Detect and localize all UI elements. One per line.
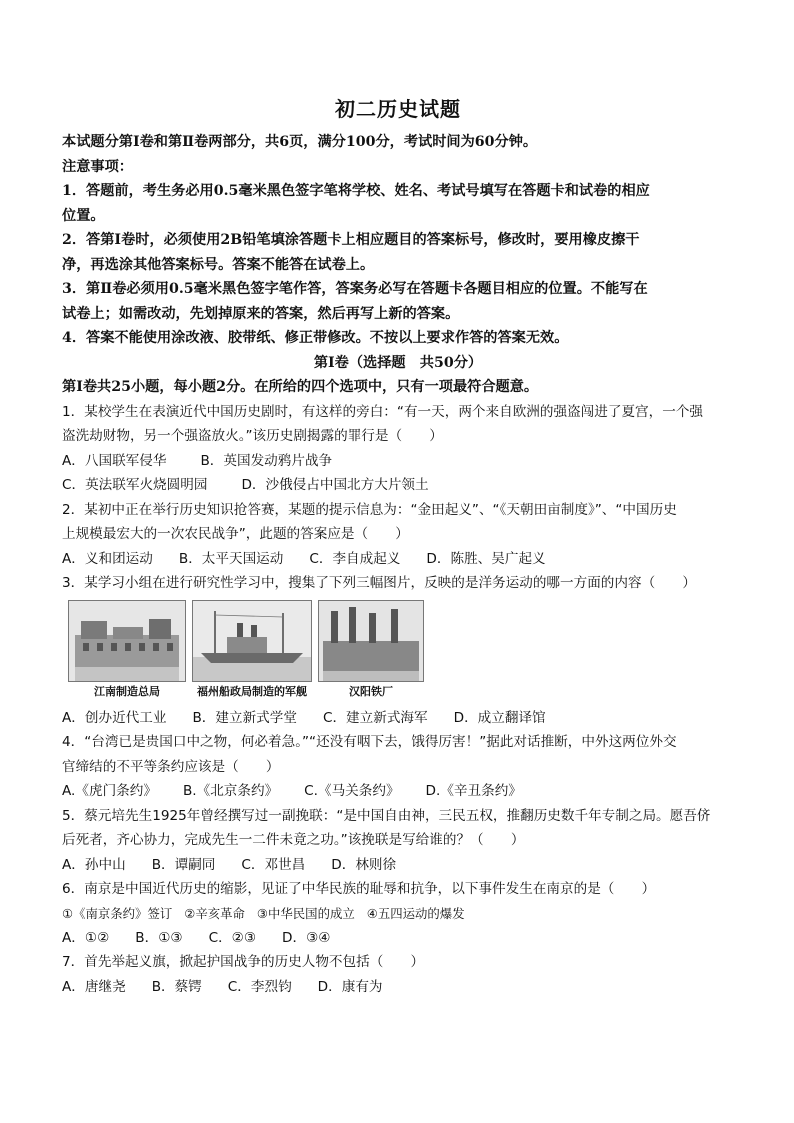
factory-photo	[68, 600, 186, 682]
notice-line: 位置。	[62, 207, 105, 224]
figure	[68, 600, 186, 700]
options-row	[62, 473, 734, 498]
question-text: 2．某初中正在举行历史知识抢答赛，某题的提示信息为：“金田起义”、“《天朝田亩制度》”、“中国历史	[62, 501, 677, 518]
option: B．建立新式学堂	[192, 709, 297, 726]
section-desc: 第Ⅰ卷共25小题，每小题2分。在所给的四个选项中，只有一项最符合题意。	[62, 379, 539, 395]
figure-caption: 福州船政局制造的军舰	[197, 684, 307, 698]
figure-caption: 汉阳铁厂	[349, 684, 393, 698]
sub-item: ②辛亥革命	[184, 905, 245, 921]
sub-item: ①《南京条约》签订	[62, 905, 173, 921]
notice-line: 净，再选涂其他答案标号。答案不能答在试卷上。	[62, 256, 375, 273]
option: D．成立翻译馆	[453, 709, 546, 726]
option: B．谭嗣同	[151, 856, 216, 873]
question-text: 7．首先举起义旗，掀起护国战争的历史人物不包括（ ）	[62, 954, 425, 970]
notice-label: 注意事项：	[62, 158, 133, 175]
option: C.《马关条约》	[304, 783, 400, 799]
notice-line: 2．答第Ⅰ卷时，必须使用2B铅笔填涂答题卡上相应题目的答案标号，修改时，要用橡皮擦干	[62, 232, 640, 248]
options-row	[62, 449, 734, 474]
question-text: 6．南京是中国近代历史的缩影，见证了中华民族的耻辱和抗争，以下事件发生在南京的是（ ）	[62, 881, 656, 897]
intro-text: 本试题分第Ⅰ卷和第Ⅱ卷两部分，共6页，满分100分，考试时间为60分钟。	[62, 134, 538, 150]
notice-line: 4．答案不能使用涂改液、胶带纸、修正带修改。不按以上要求作答的答案无效。	[62, 330, 569, 346]
option: C．李自成起义	[309, 550, 401, 567]
notice-line: 试卷上；如需改动，先划掉原来的答案，然后再写上新的答案。	[62, 305, 460, 322]
options-row	[62, 926, 734, 951]
option: D．康有为	[317, 978, 383, 995]
figure-caption: 江南制造总局	[94, 684, 160, 698]
section-title: 第Ⅰ卷（选择题 共50分）	[313, 354, 483, 371]
option: A．①②	[62, 929, 110, 946]
warship-photo	[192, 600, 312, 682]
question-text: 1．某校学生在表演近代中国历史剧时，有这样的旁白：“有一天，两个来自欧洲的强盗闯进了夏宫，一个强	[62, 403, 704, 420]
exam-page	[62, 96, 734, 999]
question-6	[62, 877, 734, 950]
options-row	[62, 975, 734, 1000]
question-text: 官缔结的不平等条约应该是（ ）	[62, 758, 280, 775]
figure	[318, 600, 424, 700]
option: C．李烈钧	[227, 978, 292, 995]
options-row	[62, 779, 734, 804]
question-text: 3．某学习小组在进行研究性学习中，搜集了下列三幅图片，反映的是洋务运动的哪一方面的内容（ ）	[62, 575, 696, 591]
option: A．创办近代工业	[62, 709, 167, 726]
sub-item: ④五四运动的爆发	[366, 905, 465, 921]
option: D．沙俄侵占中国北方大片领土	[241, 477, 429, 493]
options-row	[62, 706, 734, 731]
option: D.《辛丑条约》	[425, 783, 522, 799]
notice-line: 1．答题前，考生务必用0.5毫米黑色签字笔将学校、姓名、考试号填写在答题卡和试卷的相应	[62, 183, 650, 199]
figure-group	[68, 600, 734, 700]
option: C．英法联军火烧圆明园	[62, 477, 208, 493]
question-text: 盗洗劫财物，另一个强盗放火。”该历史剧揭露的罪行是（ ）	[62, 428, 443, 444]
sub-items	[62, 902, 734, 926]
option: A．唐继尧	[62, 978, 126, 995]
question-2	[62, 498, 734, 572]
option: B．英国发动鸦片战争	[200, 452, 333, 469]
options-row	[62, 853, 734, 878]
options-row	[62, 547, 734, 572]
option: B．蔡锷	[151, 978, 202, 995]
question-text: 4．“台湾已是贵国口中之物，何必着急。”“还没有咽下去，饿得厉害！”据此对话推断，中外这两位外交	[62, 734, 677, 750]
option: A．孙中山	[62, 856, 126, 873]
question-text: 5．蔡元培先生1925年曾经撰写过一副挽联：“是中国自由神，三民五权，推翻历史数千年专制之局。愿吾侪	[62, 807, 711, 824]
question-text: 后死者，齐心协力，完成先生一二件未竟之功。”该挽联是写给谁的？（ ）	[62, 832, 525, 848]
option: C．建立新式海军	[322, 709, 428, 726]
question-3	[62, 571, 734, 730]
sub-item: ③中华民国的成立	[256, 905, 355, 921]
option: C．②③	[208, 929, 257, 946]
option: C．邓世昌	[241, 856, 306, 873]
notices	[62, 179, 734, 351]
ironworks-photo	[318, 600, 424, 682]
option: B.《北京条约》	[182, 783, 279, 799]
question-1	[62, 400, 734, 498]
question-7	[62, 950, 734, 999]
question-5	[62, 804, 734, 878]
option: D．林则徐	[331, 856, 397, 873]
option: A.《虎门条约》	[62, 783, 157, 799]
option: D．③④	[282, 929, 331, 946]
question-text: 上规模最宏大的一次农民战争”，此题的答案应是（ ）	[62, 526, 409, 542]
question-4	[62, 730, 734, 804]
option: B．①③	[135, 929, 183, 946]
option: D．陈胜、吴广起义	[426, 550, 546, 567]
figure	[192, 600, 312, 700]
option: A．义和团运动	[62, 550, 153, 567]
option: A．八国联军侵华	[62, 452, 167, 469]
page-title: 初二历史试题	[335, 97, 461, 121]
notice-line: 3．第Ⅱ卷必须用0.5毫米黑色签字笔作答，答案务必写在答题卡各题目相应的位置。不能写在	[62, 281, 648, 297]
option: B．太平天国运动	[178, 550, 284, 567]
